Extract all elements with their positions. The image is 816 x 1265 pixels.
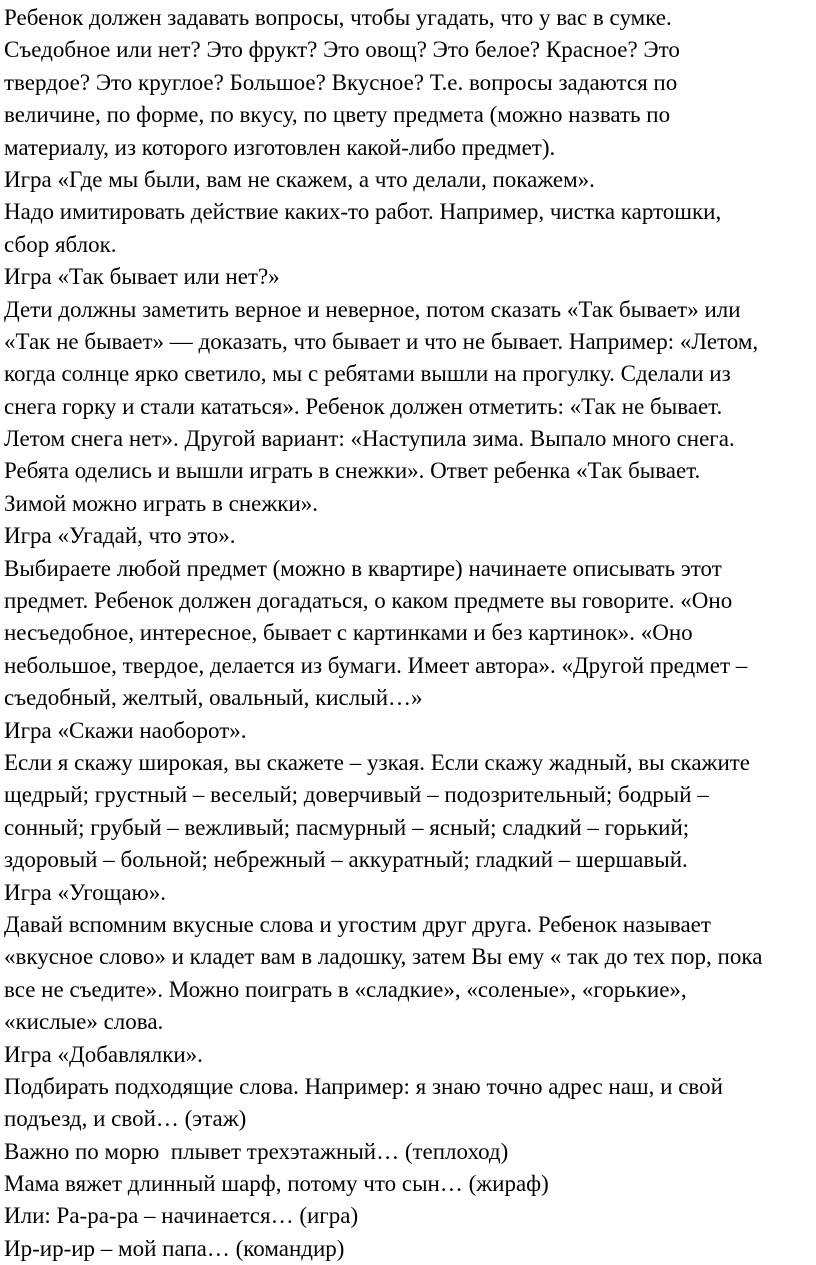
game-title: Игра «Добавлялки».: [4, 1041, 203, 1067]
game-title: Игра «Скажи наоборот».: [4, 717, 247, 743]
game-title: Игра «Угощаю».: [4, 879, 166, 905]
text-line: Съедобное или нет? Это фрукт? Это овощ? Это белое? Красное? Это: [4, 37, 680, 63]
text-line: Ребята оделись и вышли играть в снежки». Ответ ребенка «Так бывает.: [4, 458, 701, 484]
text-line: «Так не бывает» — доказать, что бывает и что не бывает. Например: «Летом,: [4, 328, 759, 354]
text-line: снега горку и стали кататься». Ребенок должен отметить: «Так не бывает.: [4, 393, 723, 419]
text-line: «вкусное слово» и кладет вам в ладошку, затем Вы ему « так до тех пор, пока: [4, 944, 763, 970]
text-line: Давай вспомним вкусные слова и угостим друг друга. Ребенок называет: [4, 911, 711, 937]
text-line: Ир-ир-ир – мой папа… (командир): [4, 1235, 345, 1261]
text-line: Если я скажу широкая, вы скажете – узкая. Если скажу жадный, вы скажите: [4, 749, 751, 775]
text-line: небольшое, твердое, делается из бумаги. Имеет автора». «Другой предмет –: [4, 652, 748, 678]
text-line: твердое? Это круглое? Большое? Вкусное? Т.е. вопросы задаются по: [4, 69, 678, 95]
game-title: Игра «Так бывает или нет?»: [4, 264, 280, 290]
text-line: Летом снега нет». Другой вариант: «Наступила зима. Выпало много снега.: [4, 426, 735, 452]
text-line: сонный; грубый – вежливый; пасмурный – ясный; сладкий – горький;: [4, 814, 690, 840]
text-line: Подбирать подходящие слова. Например: я знаю точно адрес наш, и свой: [4, 1073, 723, 1099]
text-line: Надо имитировать действие каких-то работ. Например, чистка картошки,: [4, 199, 722, 225]
text-line: съедобный, желтый, овальный, кислый…»: [4, 685, 423, 711]
text-line: Важно по морю плывет трехэтажный… (теплоход): [4, 1138, 509, 1164]
game-title: Игра «Угадай, что это».: [4, 523, 236, 549]
text-line: несъедобное, интересное, бывает с картинками и без картинок». «Оно: [4, 620, 693, 646]
text-line: Ребенок должен задавать вопросы, чтобы угадать, что у вас в сумке.: [4, 5, 672, 30]
text-line: подъезд, и свой… (этаж): [4, 1106, 247, 1132]
text-line: когда солнце ярко светило, мы с ребятами вышли на прогулку. Сделали из: [4, 361, 731, 387]
text-line: Дети должны заметить верное и неверное, потом сказать «Так бывает» или: [4, 296, 741, 322]
text-line: Зимой можно играть в снежки».: [4, 490, 318, 516]
text-line: Выбираете любой предмет (можно в квартире) начинаете описывать этот: [4, 555, 722, 581]
text-line: материалу, из которого изготовлен какой-либо предмет).: [4, 134, 556, 160]
game-title: Игра «Где мы были, вам не скажем, а что делали, покажем».: [4, 166, 595, 192]
text-line: «кислые» слова.: [4, 1009, 164, 1035]
text-line: все не съедите». Можно поиграть в «сладкие», «соленые», «горькие»,: [4, 976, 687, 1002]
document-page: [4, 2, 812, 1265]
text-line: щедрый; грустный – веселый; доверчивый – подозрительный; бодрый –: [4, 782, 709, 808]
text-line: сбор яблок.: [4, 231, 117, 257]
text-line: здоровый – больной; небрежный – аккуратный; гладкий – шершавый.: [4, 847, 688, 873]
text-line: Мама вяжет длинный шарф, потому что сын… (жираф): [4, 1171, 549, 1197]
text-line: величине, по форме, по вкусу, по цвету предмета (можно назвать по: [4, 102, 671, 128]
text-line: предмет. Ребенок должен догадаться, о каком предмете вы говорите. «Оно: [4, 588, 733, 614]
text-line: Или: Ра-ра-ра – начинается… (игра): [4, 1203, 359, 1229]
